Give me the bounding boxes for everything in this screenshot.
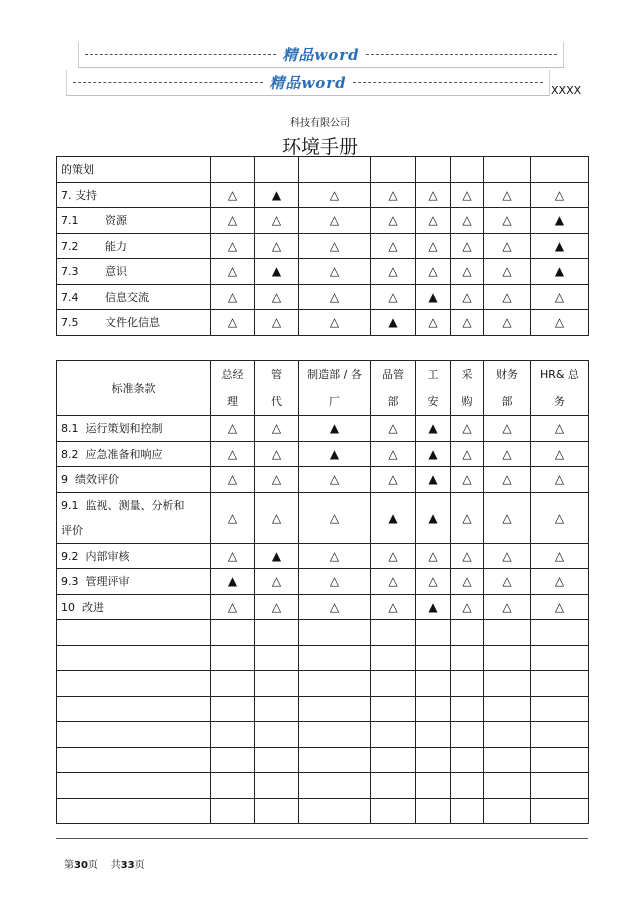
empty-cell <box>255 773 299 799</box>
empty-cell <box>299 696 371 722</box>
clause-title: 资源 <box>105 214 127 228</box>
responsibility-mark: △ <box>255 441 299 467</box>
empty-cell <box>371 747 416 773</box>
banner-dash-right <box>366 54 557 55</box>
department-name-line2: 理 <box>227 395 238 408</box>
department-name-line1: 管 <box>271 368 282 381</box>
responsibility-mark: ▲ <box>211 569 255 595</box>
responsibility-mark: △ <box>451 284 484 310</box>
clause-cell <box>57 492 211 543</box>
brand-logo-text: 精品word <box>269 74 347 92</box>
responsibility-mark: △ <box>484 416 531 442</box>
table-row <box>57 208 589 234</box>
responsibility-mark: △ <box>371 259 416 285</box>
clause-number: 9.1 <box>61 498 79 512</box>
empty-cell <box>531 798 589 824</box>
responsibility-mark: △ <box>451 492 484 543</box>
empty-cell <box>531 620 589 646</box>
responsibility-mark: △ <box>255 467 299 493</box>
clause-title: 应急准备和响应 <box>85 447 163 461</box>
responsibility-mark: △ <box>484 259 531 285</box>
responsibility-mark: △ <box>255 569 299 595</box>
department-name-line2: 厂 <box>329 395 340 408</box>
responsibility-mark: ▲ <box>416 416 451 442</box>
responsibility-table-part2 <box>56 360 589 824</box>
banner-dash-left <box>73 82 263 83</box>
empty-cell <box>484 747 531 773</box>
responsibility-mark: △ <box>416 310 451 336</box>
responsibility-mark: △ <box>451 441 484 467</box>
empty-cell <box>416 773 451 799</box>
clause-cell <box>57 416 211 442</box>
responsibility-mark: △ <box>211 259 255 285</box>
clause-number: 的策划 <box>61 163 94 177</box>
empty-cell <box>299 773 371 799</box>
clause-cell <box>57 467 211 493</box>
responsibility-mark: △ <box>211 182 255 208</box>
responsibility-mark: △ <box>371 594 416 620</box>
responsibility-mark: ▲ <box>255 182 299 208</box>
responsibility-mark: △ <box>484 594 531 620</box>
empty-cell <box>531 696 589 722</box>
responsibility-mark <box>484 157 531 183</box>
department-name-line2: 务 <box>554 395 565 408</box>
responsibility-mark: ▲ <box>299 441 371 467</box>
responsibility-mark: △ <box>451 233 484 259</box>
responsibility-mark: △ <box>371 467 416 493</box>
clause-title: 内部审核 <box>85 549 130 563</box>
empty-cell <box>371 620 416 646</box>
responsibility-mark: ▲ <box>416 492 451 543</box>
responsibility-mark: △ <box>451 208 484 234</box>
responsibility-mark: △ <box>299 259 371 285</box>
empty-cell <box>484 773 531 799</box>
empty-cell <box>531 645 589 671</box>
department-header <box>531 361 589 416</box>
clause-title: 运行策划和控制 <box>85 422 163 436</box>
empty-cell <box>57 722 211 748</box>
empty-table-row <box>57 798 589 824</box>
clause-title-continued: 评价 <box>61 523 83 537</box>
empty-cell <box>57 671 211 697</box>
page-counter: 第30页 共33页 <box>64 860 145 871</box>
responsibility-mark: ▲ <box>371 492 416 543</box>
empty-cell <box>211 798 255 824</box>
empty-table-row <box>57 722 589 748</box>
company-name: 科技有限公司 <box>290 118 350 129</box>
empty-cell <box>484 798 531 824</box>
table-row <box>57 543 589 569</box>
empty-cell <box>211 671 255 697</box>
clause-title: 信息交流 <box>105 290 149 304</box>
department-name-line2: 购 <box>461 395 473 408</box>
clause-number: 9.3 <box>61 575 79 589</box>
empty-cell <box>211 645 255 671</box>
responsibility-mark: △ <box>484 543 531 569</box>
clause-cell <box>57 182 211 208</box>
empty-cell <box>451 747 484 773</box>
responsibility-mark: △ <box>255 284 299 310</box>
header-banner-bottom <box>66 70 550 96</box>
empty-cell <box>484 671 531 697</box>
responsibility-mark: △ <box>211 284 255 310</box>
table-row <box>57 594 589 620</box>
responsibility-mark: △ <box>484 310 531 336</box>
department-header <box>484 361 531 416</box>
responsibility-mark: ▲ <box>299 416 371 442</box>
responsibility-mark: △ <box>484 284 531 310</box>
table-header-row <box>57 361 589 416</box>
responsibility-mark: △ <box>371 441 416 467</box>
responsibility-mark: △ <box>211 310 255 336</box>
responsibility-mark: △ <box>531 492 589 543</box>
responsibility-mark: △ <box>451 594 484 620</box>
empty-cell <box>371 696 416 722</box>
clause-cell <box>57 233 211 259</box>
empty-cell <box>531 773 589 799</box>
empty-table-row <box>57 671 589 697</box>
responsibility-mark: △ <box>416 233 451 259</box>
responsibility-mark: △ <box>484 208 531 234</box>
responsibility-mark: △ <box>299 569 371 595</box>
responsibility-mark: △ <box>299 310 371 336</box>
responsibility-mark: △ <box>371 208 416 234</box>
responsibility-mark: △ <box>299 208 371 234</box>
banner-dash-right <box>353 82 543 83</box>
clause-number: 7. 支持 <box>61 188 97 202</box>
clause-header: 标准条款 <box>57 361 211 416</box>
empty-cell <box>299 645 371 671</box>
total-pages: 33 <box>120 860 135 871</box>
responsibility-mark: △ <box>211 467 255 493</box>
clause-number: 10 <box>61 600 75 614</box>
empty-table-row <box>57 620 589 646</box>
clause-cell <box>57 569 211 595</box>
clause-title: 管理评审 <box>85 575 130 589</box>
empty-cell <box>451 773 484 799</box>
empty-cell <box>371 798 416 824</box>
responsibility-mark: △ <box>371 284 416 310</box>
empty-cell <box>255 798 299 824</box>
empty-cell <box>416 671 451 697</box>
empty-cell <box>484 696 531 722</box>
responsibility-mark: △ <box>299 543 371 569</box>
table-row <box>57 310 589 336</box>
department-name-line1: 财务 <box>496 368 518 381</box>
empty-cell <box>416 620 451 646</box>
responsibility-mark: △ <box>416 208 451 234</box>
table-row <box>57 569 589 595</box>
page-title: 环境手册 <box>281 136 358 158</box>
responsibility-mark: △ <box>371 569 416 595</box>
clause-number: 7.3 <box>61 265 79 279</box>
header-banner-top <box>78 42 564 68</box>
department-name-line1: 制造部 / 各 <box>307 368 362 381</box>
clause-number: 7.1 <box>61 214 79 228</box>
empty-cell <box>416 722 451 748</box>
responsibility-mark: ▲ <box>531 233 589 259</box>
clause-number: 7.4 <box>61 290 79 304</box>
footer-divider <box>56 838 588 839</box>
responsibility-table-part1 <box>56 156 589 336</box>
responsibility-mark: △ <box>451 259 484 285</box>
clause-cell <box>57 284 211 310</box>
empty-cell <box>484 645 531 671</box>
responsibility-mark: △ <box>531 569 589 595</box>
responsibility-mark: △ <box>255 310 299 336</box>
empty-cell <box>211 722 255 748</box>
clause-number: 9.2 <box>61 549 79 563</box>
document-code: XXXX <box>551 84 582 97</box>
empty-cell <box>211 773 255 799</box>
empty-cell <box>299 798 371 824</box>
empty-cell <box>57 798 211 824</box>
empty-cell <box>211 696 255 722</box>
department-name-line1: HR& 总 <box>540 368 579 381</box>
responsibility-mark: △ <box>484 492 531 543</box>
empty-cell <box>255 671 299 697</box>
responsibility-mark: △ <box>211 208 255 234</box>
responsibility-mark: △ <box>211 233 255 259</box>
empty-cell <box>57 773 211 799</box>
responsibility-mark: △ <box>211 492 255 543</box>
empty-cell <box>371 773 416 799</box>
department-header <box>371 361 416 416</box>
responsibility-mark: △ <box>299 492 371 543</box>
responsibility-mark: △ <box>484 233 531 259</box>
empty-cell <box>57 696 211 722</box>
department-name-line2: 安 <box>427 395 439 408</box>
empty-cell <box>416 645 451 671</box>
banner-dash-left <box>85 54 276 55</box>
empty-table-row <box>57 773 589 799</box>
clause-title: 改进 <box>82 600 104 614</box>
table-row <box>57 233 589 259</box>
responsibility-mark: △ <box>531 416 589 442</box>
empty-cell <box>299 747 371 773</box>
responsibility-mark: ▲ <box>416 441 451 467</box>
clause-title: 意识 <box>105 265 127 279</box>
responsibility-mark: △ <box>484 182 531 208</box>
empty-cell <box>255 620 299 646</box>
clause-title: 能力 <box>105 239 127 253</box>
responsibility-mark: ▲ <box>531 259 589 285</box>
responsibility-mark: △ <box>451 543 484 569</box>
responsibility-mark <box>299 157 371 183</box>
responsibility-mark: △ <box>416 569 451 595</box>
clause-cell <box>57 259 211 285</box>
responsibility-mark: ▲ <box>255 543 299 569</box>
table-row <box>57 284 589 310</box>
department-name-line2: 部 <box>501 395 513 408</box>
responsibility-mark: △ <box>451 310 484 336</box>
department-name-line1: 品管 <box>382 368 404 381</box>
responsibility-mark: △ <box>531 467 589 493</box>
responsibility-mark: △ <box>371 543 416 569</box>
responsibility-mark: △ <box>211 594 255 620</box>
table-row <box>57 157 589 183</box>
empty-cell <box>531 671 589 697</box>
responsibility-mark: △ <box>416 259 451 285</box>
clause-cell <box>57 310 211 336</box>
clause-title: 绩效评价 <box>75 473 119 487</box>
clause-number: 8.2 <box>61 447 79 461</box>
empty-cell <box>255 722 299 748</box>
responsibility-mark: △ <box>371 416 416 442</box>
clause-title: 监视、测量、分析和 <box>85 498 185 512</box>
responsibility-mark: ▲ <box>531 208 589 234</box>
clause-number: 8.1 <box>61 422 79 436</box>
department-header <box>211 361 255 416</box>
responsibility-mark: △ <box>211 543 255 569</box>
responsibility-mark: △ <box>299 594 371 620</box>
department-header <box>416 361 451 416</box>
empty-cell <box>451 696 484 722</box>
responsibility-mark: △ <box>484 467 531 493</box>
clause-number: 9 <box>61 473 68 487</box>
responsibility-mark: ▲ <box>371 310 416 336</box>
empty-cell <box>299 722 371 748</box>
empty-cell <box>416 696 451 722</box>
empty-cell <box>255 747 299 773</box>
clause-title: 文件化信息 <box>105 316 160 330</box>
empty-table-row <box>57 696 589 722</box>
responsibility-mark: △ <box>416 543 451 569</box>
empty-cell <box>451 620 484 646</box>
brand-logo-text: 精品word <box>282 46 360 64</box>
clause-number: 7.2 <box>61 239 79 253</box>
empty-cell <box>451 798 484 824</box>
responsibility-mark: ▲ <box>416 467 451 493</box>
empty-cell <box>451 671 484 697</box>
table-row <box>57 467 589 493</box>
table-row <box>57 416 589 442</box>
responsibility-mark <box>211 157 255 183</box>
clause-cell <box>57 594 211 620</box>
clause-cell <box>57 441 211 467</box>
department-header <box>255 361 299 416</box>
department-name-line2: 部 <box>387 395 399 408</box>
responsibility-mark: △ <box>451 467 484 493</box>
responsibility-mark: △ <box>211 416 255 442</box>
responsibility-mark: △ <box>451 569 484 595</box>
table-row <box>57 492 589 543</box>
responsibility-mark: ▲ <box>416 284 451 310</box>
table-row <box>57 182 589 208</box>
department-name-line1: 总经 <box>221 368 244 381</box>
department-name-line2: 代 <box>271 395 282 408</box>
responsibility-mark <box>451 157 484 183</box>
empty-cell <box>299 620 371 646</box>
responsibility-mark: △ <box>531 594 589 620</box>
responsibility-mark: ▲ <box>416 594 451 620</box>
responsibility-mark: △ <box>531 182 589 208</box>
responsibility-mark: △ <box>531 310 589 336</box>
empty-table-row <box>57 645 589 671</box>
responsibility-mark: ▲ <box>255 259 299 285</box>
responsibility-mark: △ <box>299 182 371 208</box>
empty-cell <box>255 645 299 671</box>
empty-cell <box>371 645 416 671</box>
clause-number: 7.5 <box>61 316 79 330</box>
responsibility-mark: △ <box>451 416 484 442</box>
table-row <box>57 441 589 467</box>
responsibility-mark: △ <box>531 441 589 467</box>
responsibility-mark: △ <box>531 543 589 569</box>
current-page: 30 <box>74 860 88 871</box>
responsibility-mark: △ <box>484 569 531 595</box>
responsibility-mark: △ <box>451 182 484 208</box>
department-name-line1: 采 <box>461 368 473 381</box>
responsibility-mark: △ <box>299 467 371 493</box>
empty-cell <box>451 722 484 748</box>
responsibility-mark: △ <box>371 182 416 208</box>
empty-cell <box>211 747 255 773</box>
responsibility-mark <box>531 157 589 183</box>
empty-table-row <box>57 747 589 773</box>
responsibility-mark <box>371 157 416 183</box>
empty-cell <box>57 645 211 671</box>
empty-cell <box>531 747 589 773</box>
responsibility-mark: △ <box>416 182 451 208</box>
responsibility-mark <box>416 157 451 183</box>
department-header <box>451 361 484 416</box>
empty-cell <box>255 696 299 722</box>
responsibility-mark: △ <box>211 441 255 467</box>
empty-cell <box>484 620 531 646</box>
clause-cell <box>57 157 211 183</box>
empty-cell <box>371 671 416 697</box>
responsibility-mark: △ <box>531 284 589 310</box>
empty-cell <box>416 747 451 773</box>
responsibility-mark <box>255 157 299 183</box>
department-header <box>299 361 371 416</box>
responsibility-mark: △ <box>255 416 299 442</box>
responsibility-mark: △ <box>299 233 371 259</box>
responsibility-mark: △ <box>255 208 299 234</box>
responsibility-mark: △ <box>255 594 299 620</box>
empty-cell <box>299 671 371 697</box>
responsibility-mark: △ <box>299 284 371 310</box>
empty-cell <box>371 722 416 748</box>
table-row <box>57 259 589 285</box>
responsibility-mark: △ <box>484 441 531 467</box>
responsibility-mark: △ <box>371 233 416 259</box>
responsibility-mark: △ <box>255 233 299 259</box>
empty-cell <box>57 620 211 646</box>
empty-cell <box>484 722 531 748</box>
clause-cell <box>57 208 211 234</box>
empty-cell <box>416 798 451 824</box>
empty-cell <box>531 722 589 748</box>
empty-cell <box>211 620 255 646</box>
department-name-line1: 工 <box>427 368 439 381</box>
empty-cell <box>451 645 484 671</box>
empty-cell <box>57 747 211 773</box>
responsibility-mark: △ <box>255 492 299 543</box>
clause-cell <box>57 543 211 569</box>
